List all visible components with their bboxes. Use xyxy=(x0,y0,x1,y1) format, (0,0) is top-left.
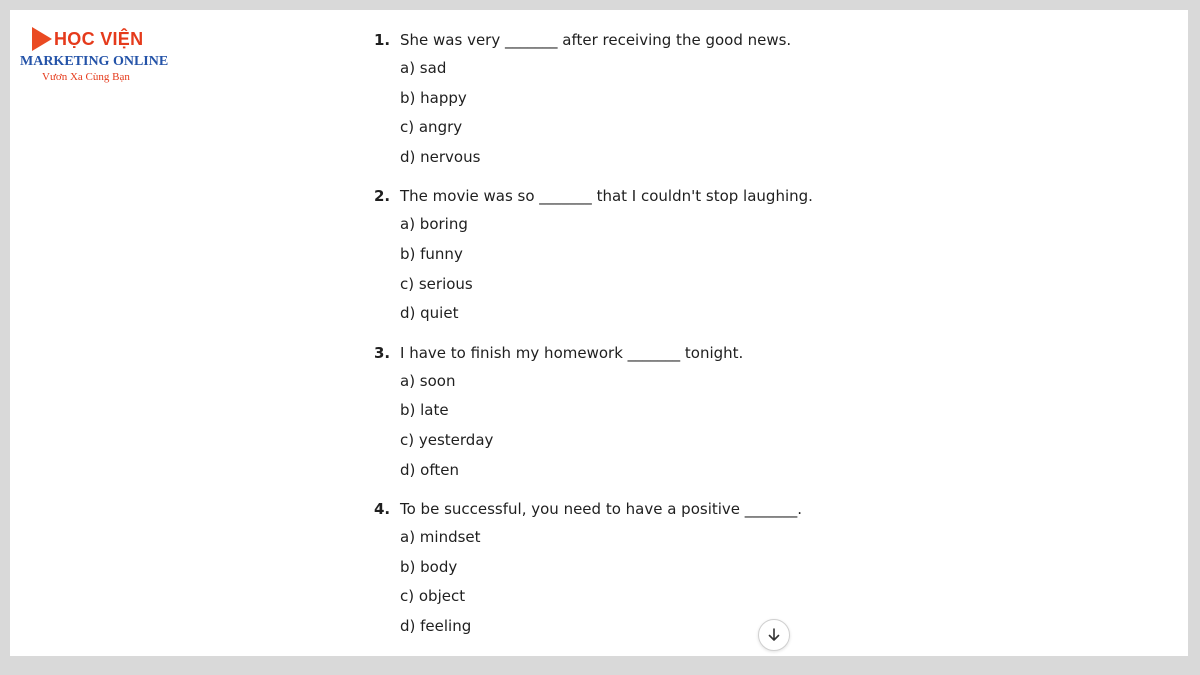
option-item: a) boring xyxy=(400,215,468,234)
question-line xyxy=(372,182,1132,210)
option-item: c) object xyxy=(400,587,466,606)
question-3 xyxy=(372,339,1132,485)
question-text: I have to finish my homework _______ tonight. xyxy=(400,343,744,362)
question-text: The movie was so _______ that I couldn't stop laughing. xyxy=(400,187,813,206)
question-2 xyxy=(372,182,1132,328)
option-item: c) angry xyxy=(400,118,463,137)
logo xyxy=(20,24,170,94)
option-item: d) feeling xyxy=(400,616,472,635)
option-item: b) happy xyxy=(400,88,467,107)
question-text: To be successful, you need to have a positive _______. xyxy=(400,500,803,519)
play-icon xyxy=(32,27,52,51)
question-number: 2. xyxy=(374,187,391,206)
question-number: 1. xyxy=(374,31,391,49)
option-item: c) yesterday xyxy=(400,430,494,449)
question-1 xyxy=(372,26,1132,172)
question-line xyxy=(372,26,1132,54)
option-item: d) often xyxy=(400,460,459,479)
content-frame xyxy=(10,10,1188,656)
question-4 xyxy=(372,495,1132,641)
option-item: a) sad xyxy=(400,59,447,77)
option-item: d) quiet xyxy=(400,304,459,323)
quiz-list xyxy=(372,26,1132,652)
logo-top xyxy=(32,24,143,54)
option-item: a) soon xyxy=(400,371,456,390)
option-item: b) body xyxy=(400,557,458,576)
option-item: a) mindset xyxy=(400,528,481,547)
question-number: 4. xyxy=(374,500,391,519)
scroll-down-button[interactable] xyxy=(758,619,790,651)
arrow-down-icon xyxy=(767,628,781,642)
option-item: d) nervous xyxy=(400,147,481,166)
logo-brand: HỌC VIỆN xyxy=(54,28,144,49)
question-line xyxy=(372,339,1132,367)
option-item: c) serious xyxy=(400,274,473,293)
logo-subtitle: MARKETING ONLINE xyxy=(20,54,169,69)
question-number: 3. xyxy=(374,343,391,362)
question-line xyxy=(372,495,1132,523)
logo-tagline: Vươn Xa Cùng Bạn xyxy=(42,71,130,83)
question-text: She was very _______ after receiving the good news. xyxy=(400,31,792,49)
option-item: b) late xyxy=(400,401,449,420)
option-item: b) funny xyxy=(400,244,463,263)
